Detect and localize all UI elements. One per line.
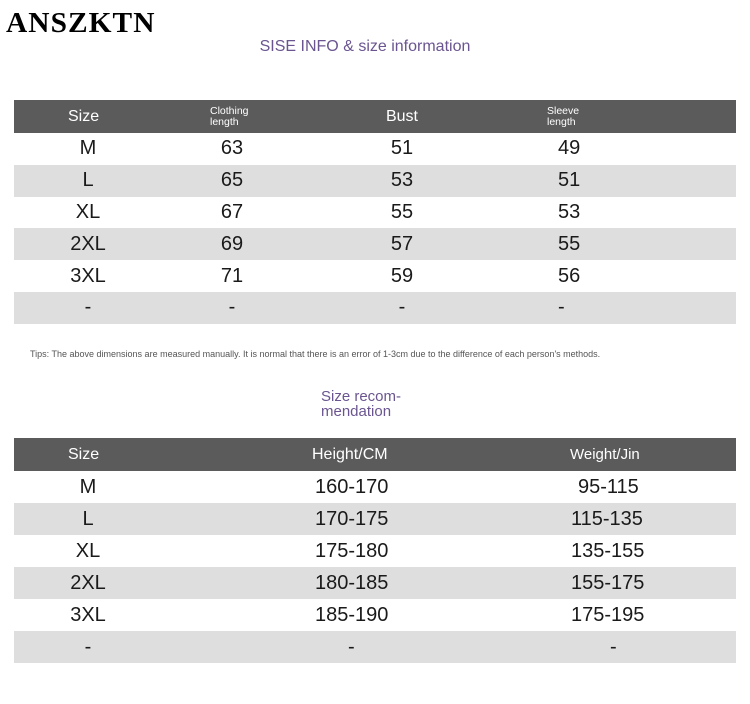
- cell-height: 175-180: [315, 539, 389, 562]
- header-size: Size: [14, 438, 162, 471]
- recommendation-table-header: [14, 438, 736, 471]
- size-recommendation-title-line2: mendation: [321, 403, 392, 420]
- tips-note: Tips: The above dimensions are measured manually. It is normal that there is an error of 1-3cm due to the difference of each person's methods.: [30, 349, 601, 359]
- header-sleeve-length-text: Sleeve length: [547, 104, 580, 128]
- brand-logo: ANSZKTN: [6, 8, 156, 39]
- header-clothing-length-text: Clothing length: [210, 104, 249, 128]
- header-clothing-length: [162, 100, 302, 133]
- cell-size: 2XL: [14, 228, 162, 260]
- cell-bust: 59: [390, 264, 414, 287]
- cell-weight: 115-135: [548, 503, 736, 535]
- cell-weight: -: [548, 631, 736, 663]
- cell-size: L: [14, 503, 162, 535]
- cell-sleeve-length: 55: [502, 228, 736, 260]
- cell-height: 185-190: [315, 603, 389, 626]
- table-row: [14, 535, 736, 567]
- header-bust: Bust: [302, 100, 502, 133]
- size-table-header: [14, 100, 736, 133]
- table-row: [14, 133, 736, 165]
- header-height: Height/CM: [162, 438, 548, 471]
- cell-size: 2XL: [14, 567, 162, 599]
- cell-height: -: [162, 631, 548, 663]
- table-row: [14, 292, 736, 324]
- header-sleeve-length: [502, 100, 736, 133]
- cell-size: L: [14, 165, 162, 197]
- cell-clothing-length: 63: [220, 137, 244, 160]
- table-row: [14, 471, 736, 503]
- cell-size: 3XL: [70, 603, 106, 626]
- header-size: Size: [14, 100, 162, 133]
- cell-size: 3XL: [70, 264, 106, 287]
- cell-weight: 155-175: [548, 567, 736, 599]
- cell-sleeve-length: 51: [502, 165, 736, 197]
- cell-clothing-length: -: [162, 292, 302, 324]
- table-row: [14, 567, 736, 599]
- table-row: [14, 165, 736, 197]
- size-info-title: SISE INFO & size information: [259, 38, 471, 55]
- cell-bust: -: [302, 292, 502, 324]
- cell-clothing-length: 67: [220, 200, 244, 223]
- cell-clothing-length: 71: [220, 264, 244, 287]
- cell-sleeve-length: 49: [558, 137, 581, 160]
- cell-bust: 51: [390, 137, 414, 160]
- size-table: [14, 100, 736, 324]
- size-recommendation-title: [321, 389, 401, 419]
- table-row: [14, 631, 736, 663]
- cell-height: 180-185: [162, 567, 548, 599]
- cell-weight: 175-195: [571, 603, 645, 626]
- cell-clothing-length: 69: [162, 228, 302, 260]
- cell-height: 160-170: [315, 475, 389, 498]
- cell-height: 170-175: [162, 503, 548, 535]
- cell-sleeve-length: 53: [558, 200, 581, 223]
- cell-size: -: [14, 292, 162, 324]
- cell-sleeve-length: 56: [558, 264, 581, 287]
- table-row: [14, 228, 736, 260]
- cell-size: XL: [75, 200, 101, 223]
- cell-size: XL: [75, 539, 101, 562]
- cell-weight: 135-155: [571, 539, 645, 562]
- cell-bust: 57: [302, 228, 502, 260]
- cell-sleeve-length: -: [502, 292, 736, 324]
- header-weight: Weight/Jin: [548, 438, 736, 471]
- cell-size: -: [14, 631, 162, 663]
- table-row: [14, 503, 736, 535]
- cell-bust: 55: [390, 200, 414, 223]
- cell-bust: 53: [302, 165, 502, 197]
- table-row: [14, 260, 736, 292]
- cell-size: M: [79, 137, 97, 160]
- cell-weight: 95-115: [578, 475, 639, 498]
- table-row: [14, 599, 736, 631]
- recommendation-table: [14, 438, 736, 663]
- cell-clothing-length: 65: [162, 165, 302, 197]
- size-recommendation-title-line1: Size recom-: [321, 388, 402, 405]
- cell-size: M: [79, 475, 97, 498]
- table-row: [14, 197, 736, 229]
